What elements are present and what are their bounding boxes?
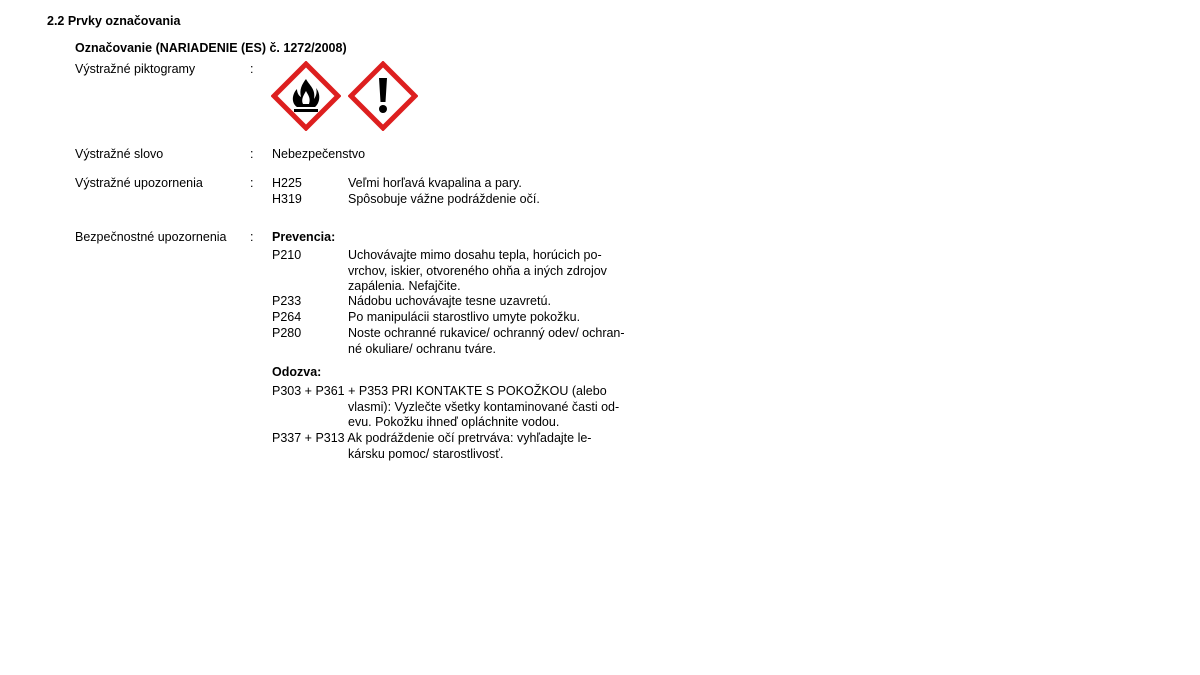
precaution-code: P264	[272, 310, 302, 324]
section-heading: 2.2 Prvky označovania	[47, 14, 181, 28]
precaution-text-line: zapálenia. Nefajčite.	[348, 279, 461, 293]
signal-word-label: Výstražné slovo	[75, 147, 164, 161]
precaution-text-line: Po manipulácii starostlivo umyte pokožku.	[348, 310, 581, 324]
flame-icon	[271, 61, 341, 131]
signal-word-value: Nebezpečenstvo	[272, 147, 366, 161]
response-text-line: vlasmi): Vyzlečte všetky kontaminované časti od-	[348, 400, 620, 414]
hazard-code: H319	[272, 192, 302, 206]
pictograms-colon: :	[250, 62, 254, 76]
subheading: Označovanie (NARIADENIE (ES) č. 1272/2008)	[75, 41, 347, 55]
hazard-statements-label: Výstražné upozornenia	[75, 176, 203, 190]
response-heading: Odozva:	[272, 365, 322, 379]
response-text-line: kársku pomoc/ starostlivosť.	[348, 447, 504, 461]
signal-word-colon: :	[250, 147, 254, 161]
precaution-code: P280	[272, 326, 302, 340]
response-first-line: P303 + P361 + P353 PRI KONTAKTE S POKOŽKOU (alebo	[272, 384, 607, 398]
hazard-text: Veľmi horľavá kvapalina a pary.	[348, 176, 522, 190]
response-first-line: P337 + P313 Ak podráždenie očí pretrváva: vyhľadajte le-	[272, 431, 592, 445]
precaution-code: P210	[272, 248, 302, 262]
precaution-text-line: né okuliare/ ochranu tváre.	[348, 342, 497, 356]
pictograms-label: Výstražné piktogramy	[75, 62, 196, 76]
precautionary-colon: :	[250, 230, 254, 244]
precaution-text-line: Nádobu uchovávajte tesne uzavretú.	[348, 294, 551, 308]
precautionary-label: Bezpečnostné upozornenia	[75, 230, 227, 244]
precaution-text-line: Noste ochranné rukavice/ ochranný odev/ ochran-	[348, 326, 625, 340]
precaution-text-line: Uchovávajte mimo dosahu tepla, horúcich po-	[348, 248, 602, 262]
hazard-code: H225	[272, 176, 302, 190]
response-text-line: evu. Pokožku ihneď opláchnite vodou.	[348, 415, 560, 429]
exclamation-mark-icon	[348, 61, 418, 131]
hazard-statements-colon: :	[250, 176, 254, 190]
precaution-text-line: vrchov, iskier, otvoreného ohňa a iných zdrojov	[348, 264, 607, 278]
prevention-heading: Prevencia:	[272, 230, 336, 244]
precaution-code: P233	[272, 294, 302, 308]
hazard-text: Spôsobuje vážne podráždenie očí.	[348, 192, 540, 206]
